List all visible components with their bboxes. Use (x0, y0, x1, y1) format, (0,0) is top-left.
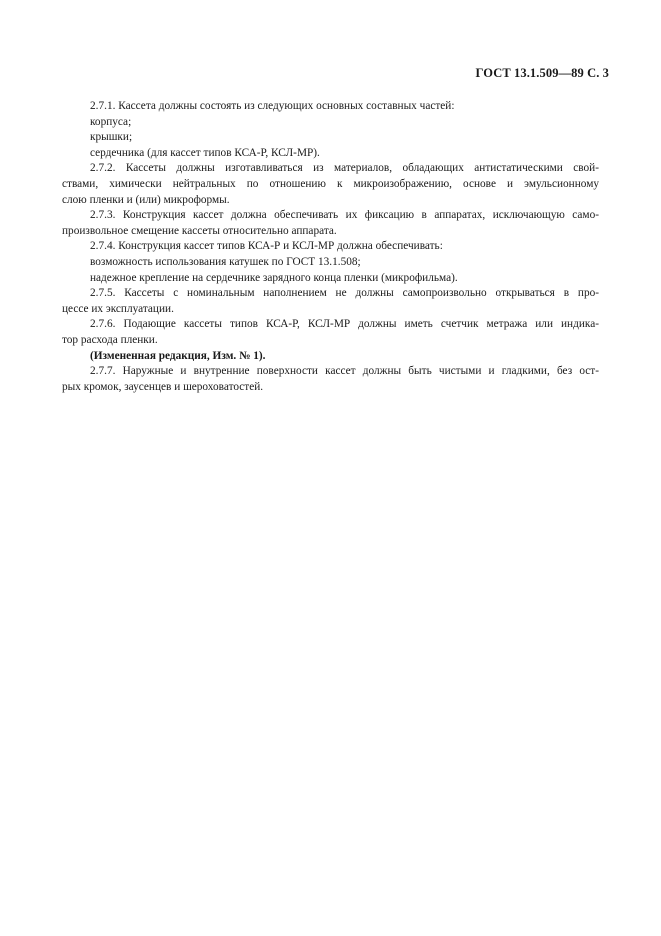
text-line: крышки; (90, 131, 133, 144)
text-line: сердечника (для кассет типов КСА-Р, КСЛ-МР). (90, 146, 320, 159)
text-line: 2.7.5. Кассеты с номинальным наполнением не должны самопроизвольно открываться в про- (90, 287, 599, 300)
text-line: 2.7.7. Наружные и внутренние поверхности кассет должны быть чистыми и гладкими, без ост- (90, 365, 599, 378)
text-line: 2.7.4. Конструкция кассет типов КСА-Р и КСЛ-МР должна обеспечивать: (90, 240, 443, 253)
text-line: слою пленки и (или) микроформы. (62, 193, 230, 206)
text-line: тор расхода пленки. (62, 333, 158, 346)
amendment-note: (Измененная редакция, Изм. № 1). (90, 349, 266, 362)
text-line: ствами, химически нейтральных по отношению к микроизображению, основе и эмульсионному (62, 177, 599, 190)
text-line: 2.7.1. Кассета должны состоять из следующих основных составных частей: (90, 100, 455, 112)
document-body (62, 99, 599, 395)
text-line: произвольное смещение кассеты относительно аппарата. (62, 224, 337, 237)
page-header: ГОСТ 13.1.509—89 С. 3 (475, 66, 609, 80)
text-line: 2.7.2. Кассеты должны изготавливаться из материалов, обладающих антистатическими свой- (90, 162, 599, 175)
text-line: надежное крепление на сердечнике зарядного конца пленки (микрофильма). (90, 271, 458, 284)
text-line: возможность использования катушек по ГОСТ 13.1.508; (90, 255, 361, 268)
text-line: цессе их эксплуатации. (62, 302, 174, 315)
text-line: 2.7.3. Конструкция кассет должна обеспечивать их фиксацию в аппаратах, исключающую само- (90, 209, 599, 222)
text-line: 2.7.6. Подающие кассеты типов КСА-Р, КСЛ-МР должны иметь счетчик метража или индика- (90, 318, 599, 331)
text-line: корпуса; (90, 115, 132, 128)
text-line: рых кромок, заусенцев и шероховатостей. (62, 380, 264, 393)
